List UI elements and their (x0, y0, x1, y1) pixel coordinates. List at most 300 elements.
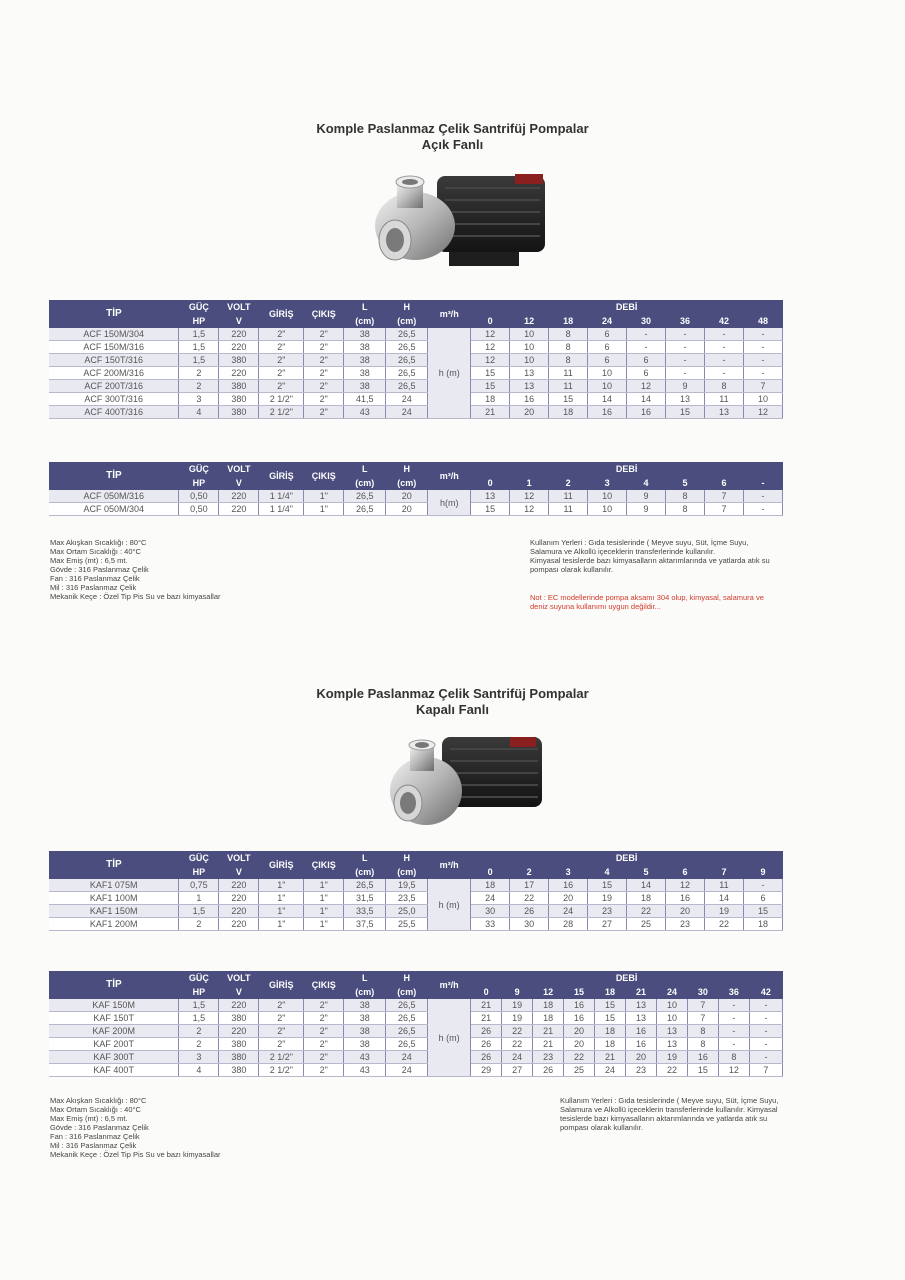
cell-head: 30 (471, 905, 510, 918)
note-line: Max Emiş (mt) : 6,5 mt. (50, 1114, 128, 1123)
pump-image-closed-fan (380, 733, 550, 833)
cell-cikis: 2" (304, 1012, 344, 1025)
cell-head: 7 (743, 380, 782, 393)
note-line: Max Akışkan Sıcaklığı : 80°C (50, 1096, 147, 1105)
flow-header: 5 (666, 476, 705, 490)
flow-header: 12 (533, 985, 564, 999)
cell-giris: 1" (259, 892, 304, 905)
cell-h: 24 (386, 1051, 428, 1064)
cell-l: 38 (344, 328, 386, 341)
cell-head: - (743, 354, 782, 367)
cell-cikis: 1" (304, 490, 344, 503)
table-row (49, 918, 783, 931)
col-giris: GİRİŞ (259, 851, 304, 879)
cell-hp: 2 (179, 1025, 219, 1038)
cell-v: 380 (219, 1064, 259, 1077)
table-row (49, 1051, 783, 1064)
specs-notes-2 (50, 1096, 220, 1159)
flow-header: 30 (627, 314, 666, 328)
cell-head: - (704, 328, 743, 341)
cell-head: - (749, 999, 782, 1012)
cell-head: - (749, 1025, 782, 1038)
flow-header: 2 (549, 476, 588, 490)
cell-head: 12 (510, 490, 549, 503)
cell-hp: 3 (179, 393, 219, 406)
cell-v: 220 (219, 1025, 259, 1038)
col-v: V (219, 314, 259, 328)
col-cm: (cm) (344, 314, 386, 328)
cell-v: 380 (219, 393, 259, 406)
flow-header: 0 (471, 476, 510, 490)
col-guc: GÜÇ (179, 971, 219, 985)
cell-h: 26,5 (386, 341, 428, 354)
cell-head: 26 (510, 905, 549, 918)
flow-header: 36 (718, 985, 749, 999)
cell-head: 21 (533, 1025, 564, 1038)
col-tip: TİP (49, 462, 179, 490)
cell-head: 8 (549, 354, 588, 367)
note-line: tesislerde bazı kimyasalların aktarımlarında ve yatlarda atık su (560, 1114, 768, 1123)
cell-cikis: 2" (304, 354, 344, 367)
cell-head: 10 (588, 503, 627, 516)
cell-head: 19 (588, 892, 627, 905)
cell-giris: 2" (259, 354, 304, 367)
cell-head: 18 (471, 879, 510, 892)
cell-h: 26,5 (386, 1025, 428, 1038)
table-row (49, 1025, 783, 1038)
col-guc: GÜÇ (179, 462, 219, 476)
head-unit-label: h (m) (428, 328, 471, 419)
cell-head: 13 (471, 490, 510, 503)
cell-hp: 0,50 (179, 503, 219, 516)
cell-head: 18 (549, 406, 588, 419)
cell-head: - (749, 1051, 782, 1064)
col-tip: TİP (49, 971, 179, 999)
note-line: Fan : 316 Paslanmaz Çelik (50, 574, 140, 583)
cell-v: 380 (219, 380, 259, 393)
cell-cikis: 2" (304, 1051, 344, 1064)
table-row (49, 354, 783, 367)
cell-v: 380 (219, 406, 259, 419)
cell-tip: ACF 050M/316 (49, 490, 179, 503)
cell-head: 33 (471, 918, 510, 931)
cell-giris: 2 1/2" (259, 393, 304, 406)
col-volt: VOLT (219, 462, 259, 476)
table-row (49, 393, 783, 406)
cell-cikis: 2" (304, 328, 344, 341)
cell-head: 30 (510, 918, 549, 931)
cell-head: 6 (588, 354, 627, 367)
cell-l: 38 (344, 1012, 386, 1025)
note-line: Max Ortam Sıcaklığı : 40°C (50, 547, 141, 556)
cell-h: 26,5 (386, 1038, 428, 1051)
cell-tip: KAF1 100M (49, 892, 179, 905)
cell-head: 26 (533, 1064, 564, 1077)
cell-head: 15 (687, 1064, 718, 1077)
cell-head: 21 (471, 999, 502, 1012)
cell-head: 10 (588, 367, 627, 380)
cell-head: 15 (471, 367, 510, 380)
cell-giris: 1" (259, 879, 304, 892)
cell-v: 220 (219, 905, 259, 918)
cell-giris: 1 1/4" (259, 490, 304, 503)
cell-giris: 2" (259, 380, 304, 393)
cell-l: 38 (344, 999, 386, 1012)
section2-title-line1: Komple Paslanmaz Çelik Santrifüj Pompalar (316, 686, 589, 701)
cell-head: 10 (656, 1012, 687, 1025)
table-closed-fan-kaf1 (49, 851, 783, 931)
col-cikis: ÇIKIŞ (304, 971, 344, 999)
cell-head: 7 (704, 490, 743, 503)
note-line: Gövde : 316 Paslanmaz Çelik (50, 565, 149, 574)
cell-head: - (666, 367, 705, 380)
cell-hp: 1,5 (179, 999, 219, 1012)
cell-head: 7 (687, 999, 718, 1012)
cell-head: 11 (549, 367, 588, 380)
cell-head: 14 (704, 892, 743, 905)
cell-head: 16 (666, 892, 705, 905)
cell-head: 25 (564, 1064, 595, 1077)
cell-head: 19 (502, 999, 533, 1012)
cell-head: 16 (626, 1025, 657, 1038)
cell-v: 220 (219, 341, 259, 354)
cell-head: 15 (471, 503, 510, 516)
flow-header: 6 (666, 865, 705, 879)
flow-header: 3 (549, 865, 588, 879)
note-line: Fan : 316 Paslanmaz Çelik (50, 1132, 140, 1141)
cell-head: 19 (704, 905, 743, 918)
cell-h: 24 (386, 1064, 428, 1077)
cell-tip: KAF 200M (49, 1025, 179, 1038)
cell-head: 25 (627, 918, 666, 931)
cell-head: 22 (704, 918, 743, 931)
cell-head: 18 (471, 393, 510, 406)
col-giris: GİRİŞ (259, 971, 304, 999)
cell-head: 21 (471, 406, 510, 419)
cell-hp: 0,75 (179, 879, 219, 892)
col-v: V (219, 865, 259, 879)
cell-head: - (718, 1025, 749, 1038)
col-tip: TİP (49, 300, 179, 328)
cell-h: 25,0 (386, 905, 428, 918)
cell-head: 12 (471, 328, 510, 341)
cell-v: 220 (219, 879, 259, 892)
note-line: Kullanım Yerleri : Gıda tesislerinde ( Meyve suyu, Süt, İçme Suyu, (560, 1096, 779, 1105)
cell-head: 6 (743, 892, 782, 905)
note-line: Kullanım Yerleri : Gıda tesislerinde ( Meyve suyu, Süt, İçme Suyu, (530, 538, 749, 547)
table-row (49, 503, 783, 516)
cell-head: 16 (564, 1012, 595, 1025)
cell-head: 14 (627, 393, 666, 406)
cell-tip: KAF 400T (49, 1064, 179, 1077)
col-m3h: m³/h (428, 462, 471, 490)
col-m3h: m³/h (428, 971, 471, 999)
cell-cikis: 2" (304, 380, 344, 393)
cell-h: 26,5 (386, 354, 428, 367)
section1-title (0, 121, 905, 153)
cell-cikis: 2" (304, 393, 344, 406)
table-open-fan-large (49, 300, 783, 419)
cell-cikis: 2" (304, 1025, 344, 1038)
cell-head: 8 (704, 380, 743, 393)
cell-l: 43 (344, 1064, 386, 1077)
cell-head: 18 (533, 999, 564, 1012)
cell-tip: ACF 400T/316 (49, 406, 179, 419)
pump-image-open-fan (365, 168, 565, 276)
cell-head: 14 (627, 879, 666, 892)
cell-head: 11 (549, 380, 588, 393)
flow-header: 15 (564, 985, 595, 999)
cell-head: 20 (549, 892, 588, 905)
cell-giris: 2 1/2" (259, 1064, 304, 1077)
cell-head: 18 (743, 918, 782, 931)
note-line: Max Ortam Sıcaklığı : 40°C (50, 1105, 141, 1114)
cell-giris: 2 1/2" (259, 406, 304, 419)
col-cm: (cm) (386, 314, 428, 328)
col-cikis: ÇIKIŞ (304, 300, 344, 328)
cell-head: 26 (471, 1025, 502, 1038)
note-line: Mil : 316 Paslanmaz Çelik (50, 583, 137, 592)
cell-head: 12 (718, 1064, 749, 1077)
cell-head: 13 (656, 1038, 687, 1051)
cell-h: 26,5 (386, 380, 428, 393)
cell-giris: 2" (259, 367, 304, 380)
cell-tip: ACF 150M/304 (49, 328, 179, 341)
cell-head: 15 (743, 905, 782, 918)
cell-cikis: 1" (304, 503, 344, 516)
note-line: Mil : 316 Paslanmaz Çelik (50, 1141, 137, 1150)
cell-head: - (743, 341, 782, 354)
cell-head: 15 (471, 380, 510, 393)
cell-head: 27 (588, 918, 627, 931)
cell-h: 26,5 (386, 1012, 428, 1025)
usage-notes-1 (530, 538, 770, 574)
cell-head: 16 (510, 393, 549, 406)
flow-header: 21 (626, 985, 657, 999)
cell-head: 16 (626, 1038, 657, 1051)
col-hp: HP (179, 865, 219, 879)
cell-v: 220 (219, 490, 259, 503)
col-hp: HP (179, 476, 219, 490)
col-debi: DEBİ (471, 300, 783, 314)
head-unit-label: h (m) (428, 999, 471, 1077)
cell-head: 8 (549, 328, 588, 341)
cell-giris: 2" (259, 999, 304, 1012)
cell-head: - (749, 1038, 782, 1051)
table-row (49, 367, 783, 380)
cell-head: 9 (627, 490, 666, 503)
cell-head: 21 (595, 1051, 626, 1064)
flow-header: 6 (704, 476, 743, 490)
flow-header: 24 (588, 314, 627, 328)
col-h: H (386, 851, 428, 865)
cell-tip: ACF 200T/316 (49, 380, 179, 393)
cell-h: 26,5 (386, 328, 428, 341)
cell-head: 8 (687, 1038, 718, 1051)
cell-giris: 2" (259, 341, 304, 354)
cell-head: - (718, 1038, 749, 1051)
section2-title-line2: Kapalı Fanlı (416, 702, 489, 717)
col-cm: (cm) (386, 865, 428, 879)
cell-head: 10 (510, 328, 549, 341)
cell-head: 20 (510, 406, 549, 419)
note-line: Mekanik Keçe : Özel Tip Pis Su ve bazı kimyasallar (50, 592, 221, 601)
note-line: deniz suyuna kullanımı uygun değildir... (530, 602, 661, 611)
cell-v: 220 (219, 328, 259, 341)
cell-head: 12 (510, 503, 549, 516)
note-line: Mekanik Keçe : Özel Tip Pis Su ve bazı kimyasallar (50, 1150, 221, 1159)
col-l: L (344, 851, 386, 865)
table-row (49, 1038, 783, 1051)
cell-giris: 2" (259, 328, 304, 341)
usage-notes-2 (560, 1096, 778, 1132)
cell-v: 220 (219, 503, 259, 516)
cell-head: - (749, 1012, 782, 1025)
cell-h: 25,5 (386, 918, 428, 931)
flow-header: 0 (471, 985, 502, 999)
cell-head: - (627, 341, 666, 354)
specs-notes-1 (50, 538, 220, 601)
cell-head: - (666, 354, 705, 367)
cell-v: 380 (219, 1038, 259, 1051)
cell-head: - (704, 341, 743, 354)
cell-head: 23 (588, 905, 627, 918)
cell-head: 10 (588, 490, 627, 503)
col-volt: VOLT (219, 300, 259, 314)
cell-cikis: 2" (304, 1038, 344, 1051)
section1-title-line1: Komple Paslanmaz Çelik Santrifüj Pompalar (316, 121, 589, 136)
table-row (49, 490, 783, 503)
cell-head: 13 (510, 380, 549, 393)
cell-head: - (743, 490, 782, 503)
note-line: Salamura ve Alkollü içeceklerin transferlerinde kullanılır. (530, 547, 716, 556)
col-cm: (cm) (344, 476, 386, 490)
cell-giris: 1" (259, 918, 304, 931)
cell-l: 43 (344, 1051, 386, 1064)
cell-tip: KAF 200T (49, 1038, 179, 1051)
cell-head: 8 (666, 503, 705, 516)
table-row (49, 879, 783, 892)
cell-tip: ACF 200M/316 (49, 367, 179, 380)
cell-l: 38 (344, 1025, 386, 1038)
col-cikis: ÇIKIŞ (304, 851, 344, 879)
cell-head: 9 (627, 503, 666, 516)
cell-head: 24 (471, 892, 510, 905)
table-closed-fan-kaf (49, 971, 783, 1077)
cell-head: 18 (595, 1025, 626, 1038)
cell-l: 26,5 (344, 490, 386, 503)
cell-head: 29 (471, 1064, 502, 1077)
cell-head: 10 (656, 999, 687, 1012)
table-row (49, 892, 783, 905)
cell-head: 10 (510, 341, 549, 354)
cell-hp: 1,5 (179, 1012, 219, 1025)
cell-hp: 1,5 (179, 905, 219, 918)
table-row (49, 1064, 783, 1077)
note-line: Kimyasal tesislerde bazı kimyasalların aktarımlarında ve yatlarda atık su (530, 556, 770, 565)
col-cm: (cm) (386, 476, 428, 490)
cell-head: 22 (627, 905, 666, 918)
cell-tip: ACF 300T/316 (49, 393, 179, 406)
cell-cikis: 2" (304, 1064, 344, 1077)
cell-l: 41,5 (344, 393, 386, 406)
cell-head: 23 (666, 918, 705, 931)
cell-l: 38 (344, 341, 386, 354)
cell-head: 12 (471, 354, 510, 367)
cell-head: - (743, 367, 782, 380)
cell-head: 13 (626, 999, 657, 1012)
cell-head: 26 (471, 1038, 502, 1051)
col-giris: GİRİŞ (259, 300, 304, 328)
cell-head: 21 (471, 1012, 502, 1025)
cell-head: - (666, 341, 705, 354)
cell-head: 18 (595, 1038, 626, 1051)
flow-header: 9 (743, 865, 782, 879)
cell-head: 15 (595, 1012, 626, 1025)
cell-head: 22 (502, 1038, 533, 1051)
cell-head: 8 (549, 341, 588, 354)
cell-head: 13 (666, 393, 705, 406)
cell-hp: 2 (179, 380, 219, 393)
flow-header: 3 (588, 476, 627, 490)
col-volt: VOLT (219, 851, 259, 865)
cell-giris: 2" (259, 1025, 304, 1038)
cell-l: 26,5 (344, 879, 386, 892)
cell-head: 10 (510, 354, 549, 367)
cell-l: 37,5 (344, 918, 386, 931)
cell-head: 16 (564, 999, 595, 1012)
col-h: H (386, 971, 428, 985)
cell-tip: ACF 150T/316 (49, 354, 179, 367)
col-guc: GÜÇ (179, 851, 219, 865)
cell-h: 20 (386, 490, 428, 503)
cell-head: - (704, 354, 743, 367)
cell-hp: 0,50 (179, 490, 219, 503)
cell-v: 380 (219, 1051, 259, 1064)
cell-head: 6 (588, 341, 627, 354)
col-giris: GİRİŞ (259, 462, 304, 490)
cell-head: 22 (502, 1025, 533, 1038)
cell-l: 26,5 (344, 503, 386, 516)
col-cm: (cm) (344, 985, 386, 999)
cell-hp: 4 (179, 406, 219, 419)
cell-hp: 4 (179, 1064, 219, 1077)
table-row (49, 406, 783, 419)
cell-hp: 1,5 (179, 354, 219, 367)
cell-h: 19,5 (386, 879, 428, 892)
cell-cikis: 2" (304, 341, 344, 354)
col-m3h: m³/h (428, 851, 471, 879)
table-row (49, 341, 783, 354)
cell-head: - (743, 503, 782, 516)
col-cikis: ÇIKIŞ (304, 462, 344, 490)
cell-head: 7 (749, 1064, 782, 1077)
cell-hp: 2 (179, 367, 219, 380)
cell-v: 220 (219, 918, 259, 931)
cell-cikis: 1" (304, 905, 344, 918)
note-line: pompası olarak kullanılır. (530, 565, 613, 574)
table-row (49, 905, 783, 918)
col-l: L (344, 300, 386, 314)
cell-hp: 3 (179, 1051, 219, 1064)
cell-tip: ACF 150M/316 (49, 341, 179, 354)
cell-head: 10 (743, 393, 782, 406)
cell-tip: KAF 300T (49, 1051, 179, 1064)
cell-head: 17 (510, 879, 549, 892)
cell-cikis: 1" (304, 879, 344, 892)
flow-header: 4 (627, 476, 666, 490)
col-debi: DEBİ (471, 971, 783, 985)
